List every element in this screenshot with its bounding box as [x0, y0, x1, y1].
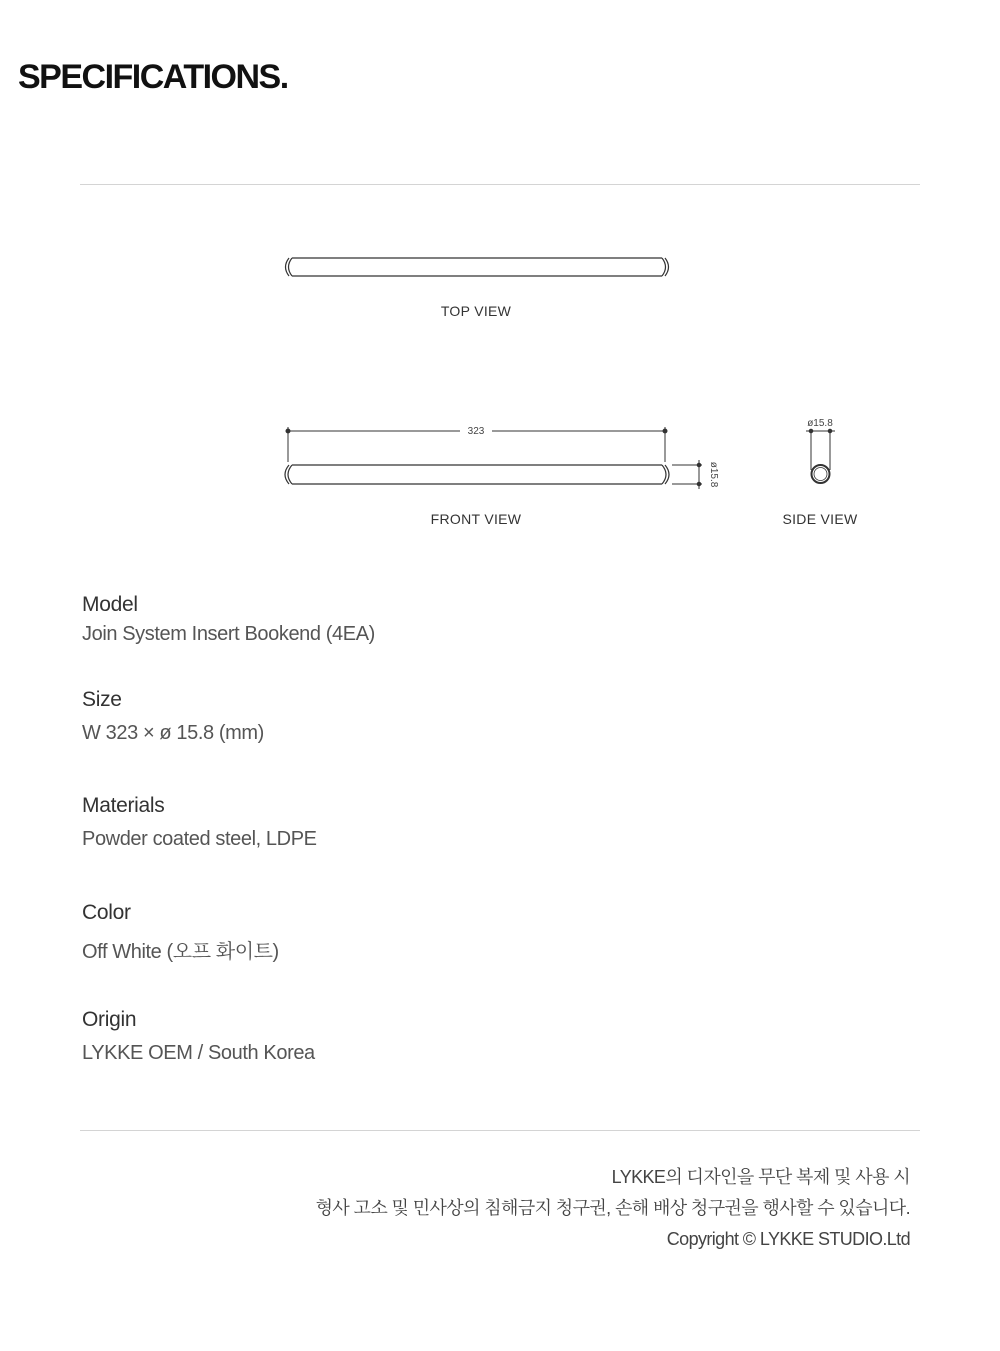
front-diameter-label: ø15.8 [708, 461, 719, 488]
spec-label: Model [82, 593, 138, 616]
copyright-notice [316, 1162, 910, 1255]
spec-value: Powder coated steel, LDPE [82, 828, 317, 850]
spec-origin [82, 1008, 315, 1065]
bottom-divider [80, 1130, 920, 1131]
front-diameter-dimension [672, 460, 702, 489]
spec-size [82, 688, 264, 745]
side-view-label: SIDE VIEW [782, 511, 858, 527]
spec-label: Materials [82, 794, 165, 817]
top-view-bar [286, 258, 669, 276]
spec-label: Color [82, 901, 131, 924]
spec-color [82, 901, 279, 964]
spec-value: W 323 × ø 15.8 (mm) [82, 722, 264, 744]
spec-label: Size [82, 688, 122, 711]
technical-drawing [0, 0, 1000, 560]
spec-model [82, 593, 375, 646]
front-view-label: FRONT VIEW [430, 511, 522, 527]
page-title: SPECIFICATIONS. [18, 58, 288, 96]
side-view-drawing [806, 429, 835, 483]
spec-materials [82, 794, 317, 851]
spec-value: Join System Insert Bookend (4EA) [82, 623, 375, 645]
length-dimension-label: 323 [467, 426, 485, 437]
spec-label: Origin [82, 1008, 137, 1031]
front-view-bar [285, 465, 669, 484]
side-diameter-label: ø15.8 [807, 418, 833, 429]
spec-value: Off White (오프 화이트) [82, 941, 279, 963]
footer-line-3: Copyright © LYKKE STUDIO.Ltd [666, 1229, 910, 1249]
footer-line-2: 형사 고소 및 민사상의 침해금지 청구권, 손해 배상 청구권을 행사할 수 있습니다. [315, 1198, 910, 1218]
top-view-label: TOP VIEW [440, 303, 512, 319]
spec-value: LYKKE OEM / South Korea [82, 1042, 315, 1064]
footer-line-1: LYKKE의 디자인을 무단 복제 및 사용 시 [611, 1167, 910, 1187]
